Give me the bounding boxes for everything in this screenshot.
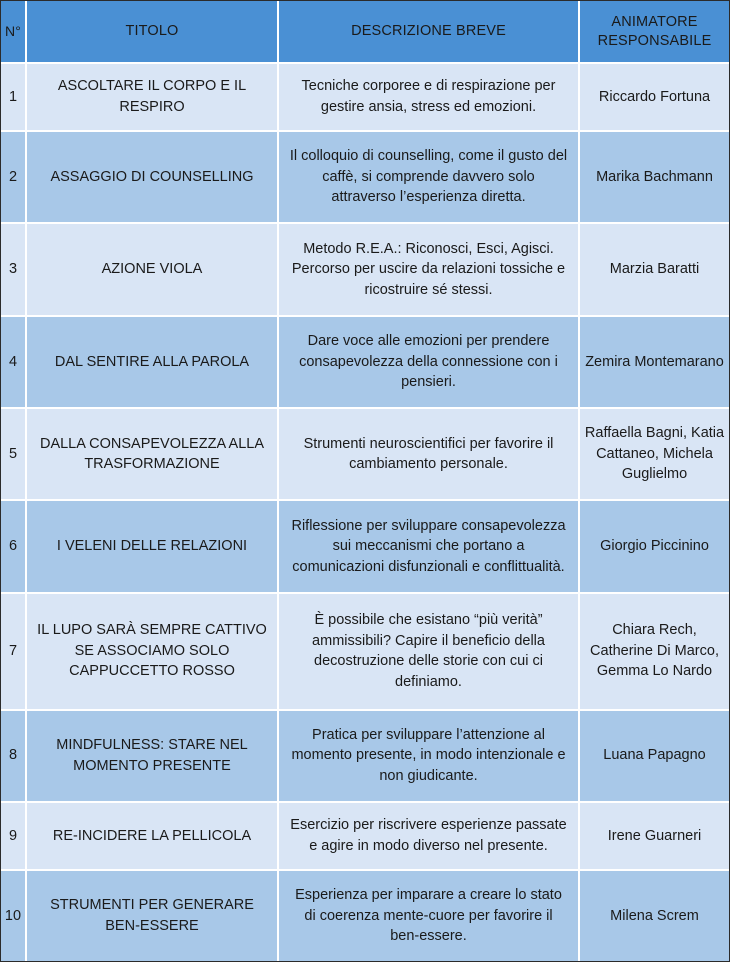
cell-titolo: MINDFULNESS: STARE NEL MOMENTO PRESENTE (26, 710, 278, 802)
cell-descrizione: Pratica per sviluppare l’attenzione al momento presente, in modo intenzionale e non giudicante. (278, 710, 579, 802)
cell-animatore (579, 316, 729, 408)
column-header-titolo: TITOLO (26, 1, 278, 63)
table-body (1, 63, 729, 961)
cell-titolo: I VELENI DELLE RELAZIONI (26, 500, 278, 592)
animatore-text: Giorgio Piccinino (600, 538, 709, 555)
cell-numero: 6 (1, 500, 26, 592)
table-header (1, 1, 729, 63)
table-row (1, 500, 729, 592)
cell-numero: 7 (1, 593, 26, 710)
cell-numero: 9 (1, 802, 26, 870)
cell-animatore (579, 593, 729, 710)
table-row (1, 802, 729, 870)
cell-numero: 4 (1, 316, 26, 408)
animatore-text: Milena Screm (610, 907, 699, 924)
table-row (1, 593, 729, 710)
cell-titolo: ASCOLTARE IL CORPO E IL RESPIRO (26, 63, 278, 131)
column-header-animatore (579, 1, 729, 63)
cell-animatore (579, 131, 729, 223)
schedule-table (1, 1, 729, 961)
animatore-text: Chiara Rech, Catherine Di Marco, Gemma Lo Nardo (590, 622, 719, 680)
cell-animatore (579, 223, 729, 315)
table-row (1, 223, 729, 315)
cell-numero: 1 (1, 63, 26, 131)
cell-numero: 5 (1, 408, 26, 500)
animatore-text: Marika Bachmann (596, 168, 713, 185)
column-header-descrizione: DESCRIZIONE BREVE (278, 1, 579, 63)
cell-titolo: DALLA CONSAPEVOLEZZA ALLA TRASFORMAZIONE (26, 408, 278, 500)
table-header-row (1, 1, 729, 63)
cell-descrizione: Tecniche corporee e di respirazione per gestire ansia, stress ed emozioni. (278, 63, 579, 131)
cell-titolo: DAL SENTIRE ALLA PAROLA (26, 316, 278, 408)
cell-titolo: IL LUPO SARÀ SEMPRE CATTIVO SE ASSOCIAMO SOLO CAPPUCCETTO ROSSO (26, 593, 278, 710)
animatore-text: Riccardo Fortuna (598, 88, 711, 105)
animatore-text: Zemira Montemarano (585, 353, 724, 370)
cell-titolo: RE-INCIDERE LA PELLICOLA (26, 802, 278, 870)
table-row (1, 870, 729, 961)
cell-descrizione: Metodo R.E.A.: Riconosci, Esci, Agisci. Percorso per uscire da relazioni tossiche e ricostruire sé stessi. (278, 223, 579, 315)
table-row (1, 710, 729, 802)
cell-descrizione: Dare voce alle emozioni per prendere consapevolezza della connessione con i pensieri. (278, 316, 579, 408)
animatore-text: Irene Guarneri (607, 827, 702, 844)
cell-numero: 2 (1, 131, 26, 223)
cell-descrizione: Il colloquio di counselling, come il gusto del caffè, si comprende davvero solo attraverso l’esperienza diretta. (278, 131, 579, 223)
cell-numero: 8 (1, 710, 26, 802)
animatore-text: Raffaella Bagni, Katia Cattaneo, Michela Guglielmo (584, 425, 725, 483)
cell-numero: 3 (1, 223, 26, 315)
cell-animatore (579, 408, 729, 500)
column-header-animatore-line1: ANIMATORE (611, 13, 698, 30)
animatore-text: Marzia Baratti (609, 261, 700, 278)
cell-animatore (579, 710, 729, 802)
cell-descrizione: Riflessione per sviluppare consapevolezza sui meccanismi che portano a comunicazioni disfunzionali e conflittualità. (278, 500, 579, 592)
cell-descrizione: Esercizio per riscrivere esperienze passate e agire in modo diverso nel presente. (278, 802, 579, 870)
cell-animatore (579, 802, 729, 870)
cell-titolo: AZIONE VIOLA (26, 223, 278, 315)
cell-titolo: ASSAGGIO DI COUNSELLING (26, 131, 278, 223)
cell-descrizione: Strumenti neuroscientifici per favorire il cambiamento personale. (278, 408, 579, 500)
cell-descrizione: Esperienza per imparare a creare lo stato di coerenza mente-cuore per favorire il ben-essere. (278, 870, 579, 961)
animatore-text: Luana Papagno (603, 747, 706, 764)
table-row (1, 131, 729, 223)
column-header-animatore-line2: RESPONSABILE (597, 32, 712, 49)
column-header-numero: N° (1, 1, 26, 63)
cell-descrizione: È possibile che esistano “più verità” ammissibili? Capire il beneficio della decostruzione delle storie con cui ci definiamo. (278, 593, 579, 710)
table-row (1, 63, 729, 131)
cell-animatore (579, 500, 729, 592)
table-row (1, 408, 729, 500)
cell-titolo: STRUMENTI PER GENERARE BEN-ESSERE (26, 870, 278, 961)
cell-animatore (579, 870, 729, 961)
cell-numero: 10 (1, 870, 26, 961)
table-row (1, 316, 729, 408)
cell-animatore (579, 63, 729, 131)
